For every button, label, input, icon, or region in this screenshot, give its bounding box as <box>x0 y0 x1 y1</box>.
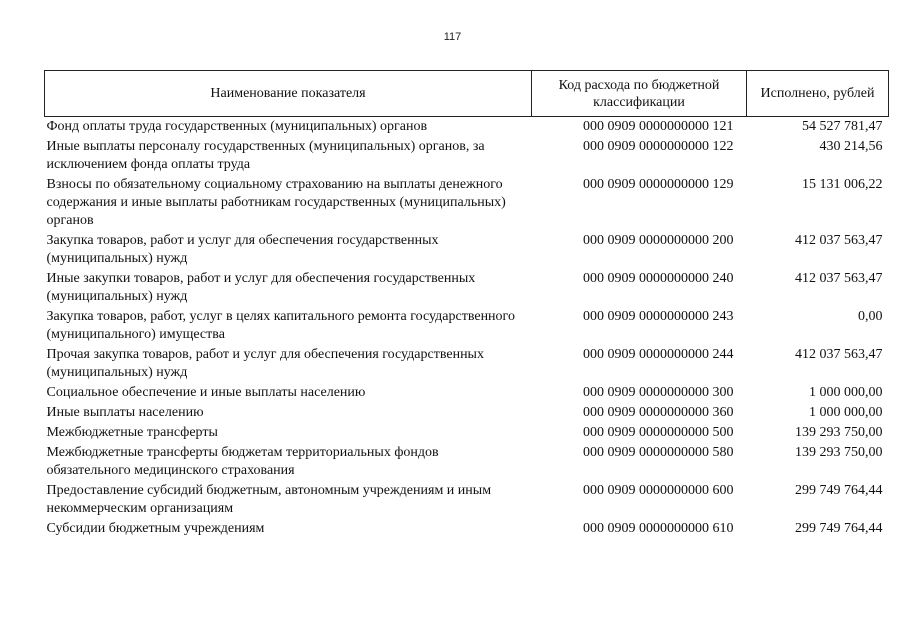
table-header <box>45 71 889 117</box>
executed-amount: 54 527 781,47 <box>802 119 883 134</box>
executed-amount: 0,00 <box>858 309 883 324</box>
classification-code: 000 0909 0000000000 610 <box>583 521 734 536</box>
classification-code: 000 0909 0000000000 240 <box>583 271 734 286</box>
table-row <box>45 138 889 176</box>
table-row <box>45 346 889 384</box>
executed-amount: 15 131 006,22 <box>802 177 883 192</box>
indicator-name: Закупка товаров, работ и услуг для обеспечения государственных (муниципальных) нужд <box>46 233 439 266</box>
indicator-name: Социальное обеспечение и иные выплаты населению <box>46 385 366 400</box>
indicator-name: Закупка товаров, работ, услуг в целях капитального ремонта государственного (муниципального) имущества <box>46 309 515 342</box>
classification-code: 000 0909 0000000000 121 <box>583 119 734 134</box>
executed-amount: 1 000 000,00 <box>809 385 883 400</box>
budget-execution-table <box>44 70 889 540</box>
executed-amount: 299 749 764,44 <box>795 483 883 498</box>
executed-amount: 412 037 563,47 <box>795 233 883 248</box>
indicator-name: Межбюджетные трансферты <box>46 425 218 440</box>
executed-amount: 1 000 000,00 <box>809 405 883 420</box>
classification-code: 000 0909 0000000000 243 <box>583 309 734 324</box>
table-row <box>45 232 889 270</box>
classification-code: 000 0909 0000000000 580 <box>583 445 734 460</box>
indicator-name: Взносы по обязательному социальному страхованию на выплаты денежного содержания и иные выплаты работникам государственных (муниципальных) органов <box>46 177 506 228</box>
table-row <box>45 308 889 346</box>
classification-code: 000 0909 0000000000 600 <box>583 483 734 498</box>
executed-amount: 139 293 750,00 <box>795 425 883 440</box>
executed-amount: 412 037 563,47 <box>795 271 883 286</box>
table-row <box>45 270 889 308</box>
executed-amount: 139 293 750,00 <box>795 445 883 460</box>
classification-code: 000 0909 0000000000 200 <box>583 233 734 248</box>
table-row <box>45 176 889 232</box>
executed-amount: 430 214,56 <box>819 139 883 154</box>
indicator-name: Субсидии бюджетным учреждениям <box>46 521 265 536</box>
classification-code: 000 0909 0000000000 300 <box>583 385 734 400</box>
table-row <box>45 520 889 540</box>
column-header-name: Наименование показателя <box>45 71 532 117</box>
column-header-amount: Исполнено, рублей <box>747 71 889 117</box>
table-row <box>45 384 889 404</box>
table-row <box>45 482 889 520</box>
indicator-name: Межбюджетные трансферты бюджетам территориальных фондов обязательного медицинского страхования <box>46 445 439 478</box>
table-row <box>45 424 889 444</box>
indicator-name: Фонд оплаты труда государственных (муниципальных) органов <box>46 119 428 134</box>
classification-code: 000 0909 0000000000 360 <box>583 405 734 420</box>
indicator-name: Иные выплаты населению <box>46 405 204 420</box>
classification-code: 000 0909 0000000000 122 <box>583 139 734 154</box>
table-row <box>45 117 889 139</box>
classification-code: 000 0909 0000000000 244 <box>583 347 734 362</box>
indicator-name: Иные выплаты персоналу государственных (муниципальных) органов, за исключением фонда оплаты труда <box>46 139 485 172</box>
classification-code: 000 0909 0000000000 129 <box>583 177 734 192</box>
table-row <box>45 444 889 482</box>
page-number: 117 <box>443 31 462 43</box>
table-row <box>45 404 889 424</box>
column-header-code: Код расхода по бюджетной классификации <box>532 71 747 117</box>
indicator-name: Прочая закупка товаров, работ и услуг для обеспечения государственных (муниципальных) нужд <box>46 347 484 380</box>
header-row <box>45 71 889 117</box>
executed-amount: 299 749 764,44 <box>795 521 883 536</box>
indicator-name: Предоставление субсидий бюджетным, автономным учреждениям и иным некоммерческим организациям <box>46 483 492 516</box>
executed-amount: 412 037 563,47 <box>795 347 883 362</box>
indicator-name: Иные закупки товаров, работ и услуг для обеспечения государственных (муниципальных) нужд <box>46 271 476 304</box>
classification-code: 000 0909 0000000000 500 <box>583 425 734 440</box>
table-body <box>45 117 889 541</box>
